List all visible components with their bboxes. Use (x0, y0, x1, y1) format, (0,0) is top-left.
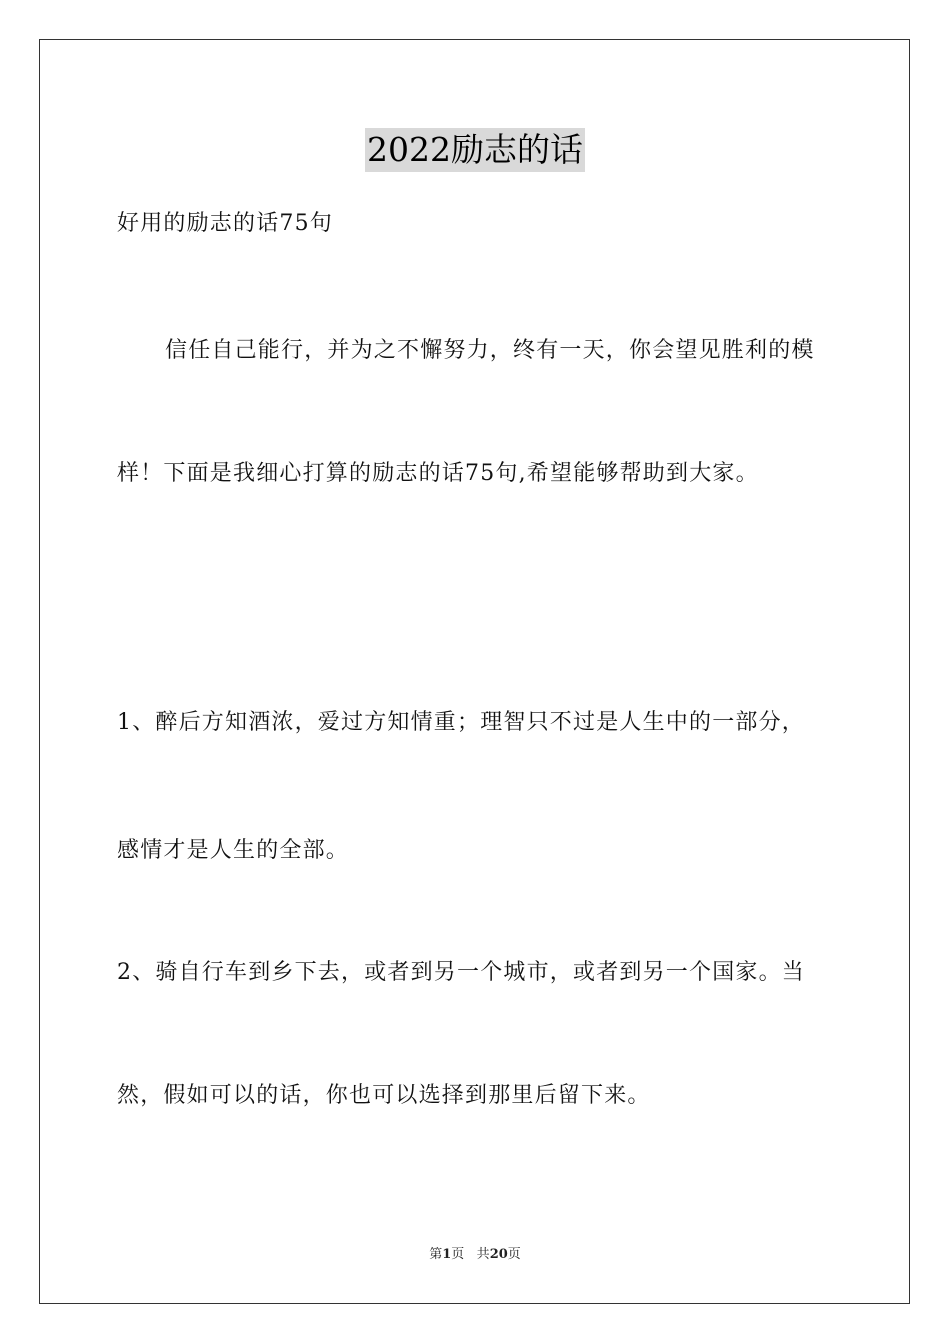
page-number: 1 (442, 1247, 452, 1262)
page-prefix: 第 (429, 1247, 443, 1262)
intro-line-2: 样！下面是我细心打算的励志的话75句,希望能够帮助到大家。 (117, 461, 759, 486)
subtitle: 好用的励志的话75句 (117, 211, 333, 236)
total-pages: 20 (489, 1247, 508, 1262)
item-2-line-1: 2、骑自行车到乡下去，或者到另一个城市，或者到另一个国家。当 (117, 960, 805, 985)
item-2-line-2: 然，假如可以的话，你也可以选择到那里后留下来。 (117, 1083, 651, 1108)
title-container (0, 128, 950, 172)
document-title: 2022励志的话 (365, 128, 585, 172)
total-suffix: 页 (507, 1247, 521, 1262)
item-1-line-2: 感情才是人生的全部。 (117, 838, 350, 863)
item-1-line-1: 1、醉后方知酒浓，爱过方知情重；理智只不过是人生中的一部分， (117, 710, 805, 735)
page-footer (0, 1246, 950, 1264)
page-suffix: 页 (451, 1247, 465, 1262)
total-prefix: 共 (476, 1247, 490, 1262)
intro-line-1: 信任自己能行，并为之不懈努力，终有一天，你会望见胜利的模 (165, 338, 815, 363)
